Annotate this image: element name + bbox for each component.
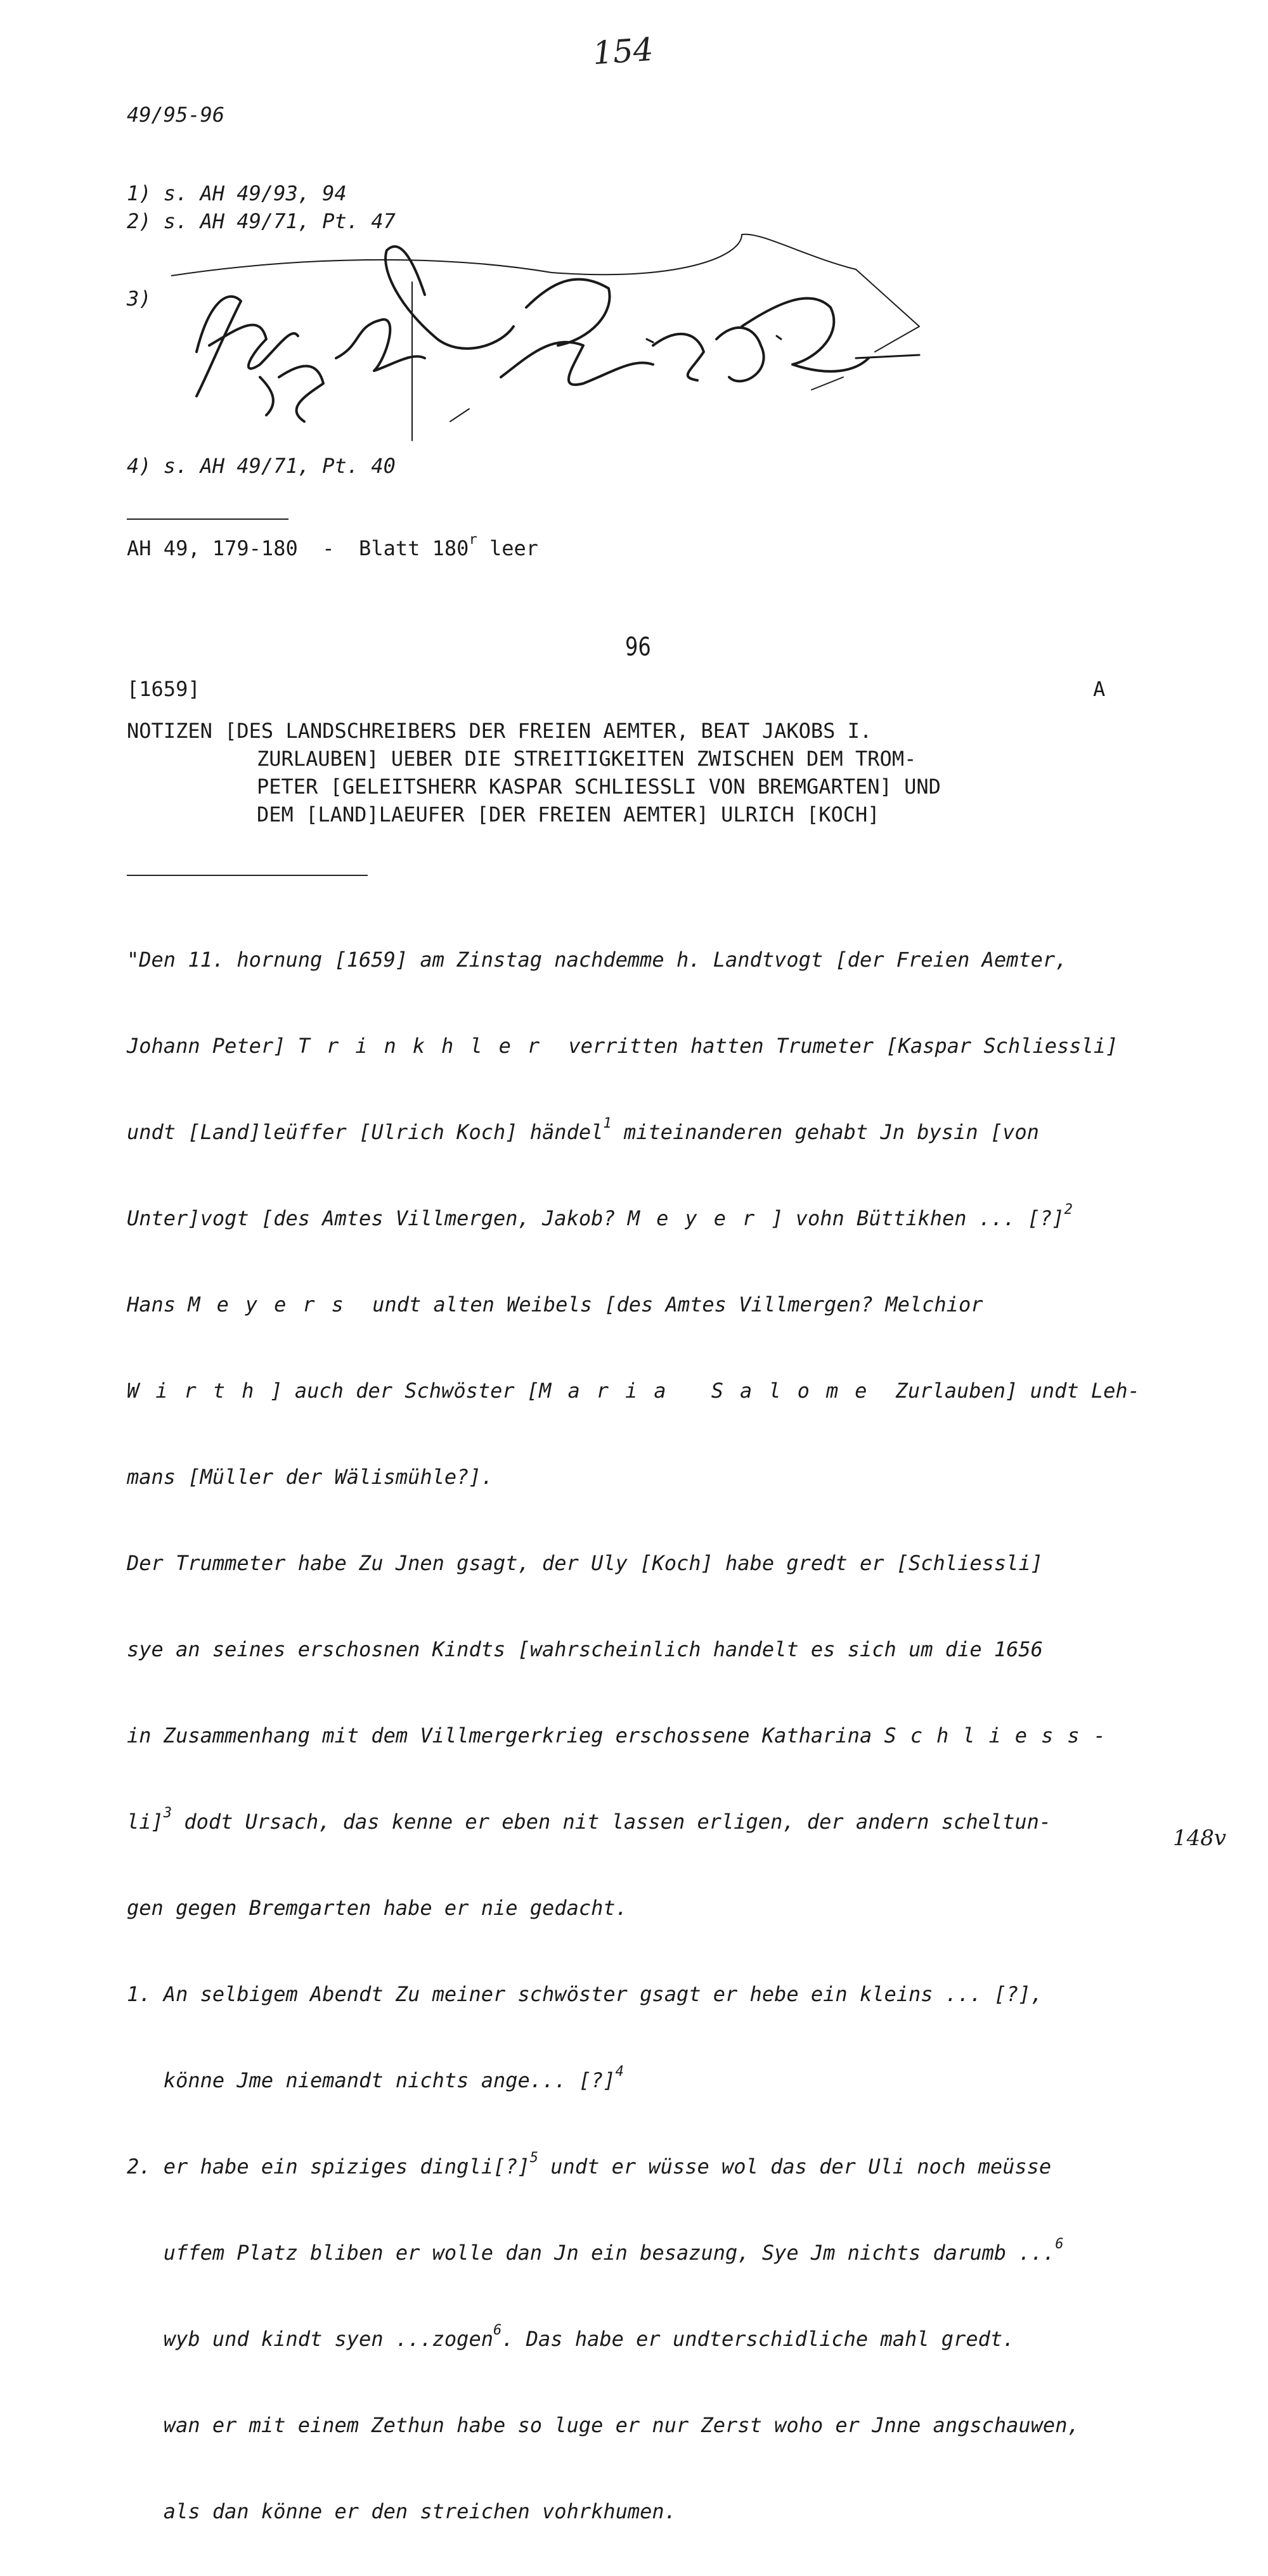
body-line: gen gegen Bremgarten habe er nie gedacht. xyxy=(127,1896,628,1920)
body-line xyxy=(127,2145,1140,2188)
body-line xyxy=(127,2231,1140,2274)
body-span: 2. er habe ein spiziges dingli[?] xyxy=(127,2154,530,2179)
handwritten-page-number: 154 xyxy=(592,30,655,72)
footnote-3-label: 3) xyxy=(127,287,152,311)
body-line xyxy=(127,1197,1140,1240)
source-line xyxy=(127,532,539,560)
footnote-1: 1) s. AH 49/93, 94 xyxy=(127,181,347,205)
body-line: mans [Müller der Wälismühle?]. xyxy=(127,1465,493,1489)
spaced-name-wirth: Wirth xyxy=(127,1379,271,1403)
body-span: in Zusammenhang mit dem Villmergerkrieg erschossene Katharina xyxy=(127,1723,884,1748)
signature-facsimile xyxy=(171,231,932,450)
document-date: [1659] xyxy=(127,677,200,701)
body-line: wan er mit einem Zethun habe so luge er nur Zerst woho er Jnne angschauwen, xyxy=(127,2413,1080,2437)
body-span: undt er wüsse wol das der Uli noch meüsse xyxy=(538,2154,1052,2179)
title-line-2: ZURLAUBEN] UEBER DIE STREITIGKEITEN ZWISCHEN DEM TROM- xyxy=(257,747,917,771)
body-line: Der Trummeter habe Zu Jnen gsagt, der Uly [Koch] habe gredt er [Schliessli] xyxy=(127,1551,1043,1575)
footnote-ref: 5 xyxy=(529,2150,539,2166)
body-span: Johann Peter] xyxy=(127,1034,298,1058)
footnote-ref: 6 xyxy=(493,2322,502,2338)
footnote-4: 4) s. AH 49/71, Pt. 40 xyxy=(127,454,396,478)
footnote-ref: 4 xyxy=(615,2064,624,2080)
source-line-text: AH 49, 179-180 - Blatt 180 xyxy=(127,536,469,560)
body-span: Unter]vogt [des Amtes Villmergen, Jakob? xyxy=(127,1206,628,1230)
archive-reference: 49/95-96 xyxy=(127,103,225,127)
body-text xyxy=(127,895,1140,2576)
spaced-name-schliessli: Schliess- xyxy=(884,1723,1120,1748)
body-span: undt [Land]leüffer [Ulrich Koch] händel xyxy=(127,1120,604,1144)
folio-number: 148v xyxy=(1173,1826,1227,1851)
body-line: "Den 11. hornung [1659] am Zinstag nachdemme h. Landtvogt [der Freien Aemter, xyxy=(127,948,1068,972)
body-span: Hans xyxy=(127,1292,188,1317)
spaced-name-trinkhler: Trinkhler xyxy=(297,1034,557,1058)
document-number: 96 xyxy=(625,633,651,662)
body-line: als dan könne er den streichen vohrkhumen. xyxy=(127,2499,676,2523)
body-span: miteinanderen gehabt Jn bysin [von xyxy=(611,1120,1039,1144)
title-line-4: DEM [LAND]LAEUFER [DER FREIEN AEMTER] ULRICH [KOCH] xyxy=(257,802,880,827)
body-span: dodt Ursach, das kenne er eben nit lassen erligen, der andern scheltun- xyxy=(172,1810,1052,1834)
footnote-ref: 2 xyxy=(1064,1202,1073,1218)
spaced-name-meyers: Meyers xyxy=(188,1292,360,1317)
body-line xyxy=(127,1714,1140,1757)
body-span: könne Jme niemandt nichts ange... [?] xyxy=(127,2068,616,2092)
spaced-name-maria-salome: Maria Salome xyxy=(539,1379,884,1403)
body-line: 1. An selbigem Abendt Zu meiner schwöster gsagt er hebe ein kleins ... [?], xyxy=(127,1982,1043,2006)
footnote-ref: 1 xyxy=(603,1116,612,1131)
body-line xyxy=(127,1111,1140,1154)
body-span: . Das habe er undterschidliche mahl gredt. xyxy=(501,2327,1015,2351)
body-line xyxy=(127,2059,1140,2102)
body-line xyxy=(127,1800,1140,1843)
body-span: uffem Platz bliben er wolle dan Jn ein besazung, Sye Jm nichts darumb ... xyxy=(127,2241,1056,2265)
footnote-2: 2) s. AH 49/71, Pt. 47 xyxy=(127,209,396,233)
body-span: Zurlauben] undt Leh- xyxy=(883,1379,1140,1403)
body-span: ] vohn Büttikhen ... [?] xyxy=(771,1206,1064,1230)
body-line xyxy=(127,1369,1140,1412)
source-line-superscript: r xyxy=(469,532,477,548)
body-line xyxy=(127,1283,1140,1326)
body-line xyxy=(127,1024,1140,1067)
footnote-ref: 6 xyxy=(1055,2236,1064,2252)
separator-rule-2 xyxy=(127,875,368,876)
document-marker: A xyxy=(1093,677,1106,701)
body-span: li] xyxy=(127,1810,164,1834)
title-line-1: NOTIZEN [DES LANDSCHREIBERS DER FREIEN AEMTER, BEAT JAKOBS I. xyxy=(127,719,872,743)
body-line: sye an seines erschosnen Kindts [wahrscheinlich handelt es sich um die 1656 xyxy=(127,1637,1043,1661)
title-line-3: PETER [GELEITSHERR KASPAR SCHLIESSLI VON BREMGARTEN] UND xyxy=(257,775,941,799)
body-span: wyb und kindt syen ...zogen xyxy=(127,2327,493,2351)
spaced-name-meyer: Meyer xyxy=(627,1206,772,1230)
source-line-suffix: leer xyxy=(477,536,539,560)
footnote-ref: 3 xyxy=(163,1805,172,1821)
body-span: undt alten Weibels [des Amtes Villmergen? Melchior xyxy=(359,1292,983,1317)
body-line xyxy=(127,2317,1140,2360)
body-span: ] auch der Schwöster [ xyxy=(270,1379,540,1403)
body-span: verritten hatten Trumeter [Kaspar Schliessli] xyxy=(556,1034,1118,1058)
separator-rule xyxy=(127,518,288,520)
